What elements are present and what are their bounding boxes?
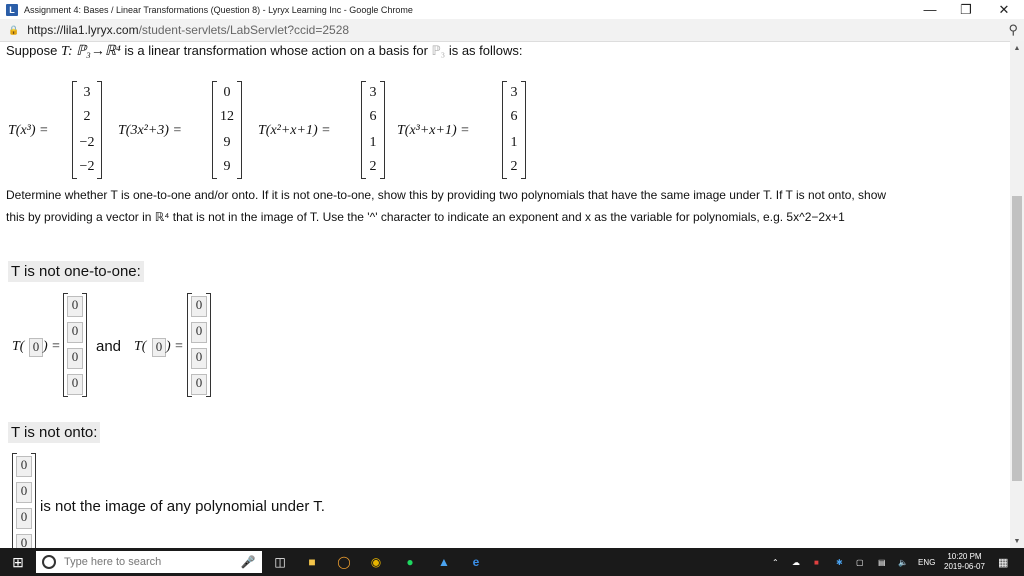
vector-input[interactable]: 0 xyxy=(67,374,83,395)
intro-map: T: ℙ₃→ℝ⁴ xyxy=(60,44,121,59)
chrome-icon[interactable]: ◉ xyxy=(370,555,382,569)
vector-input[interactable]: 0 xyxy=(16,482,32,503)
image-label-1: T(x³) = xyxy=(8,123,49,138)
file-explorer-icon[interactable]: ■ xyxy=(308,555,316,569)
onto-vector xyxy=(12,453,36,548)
lyryx-logo-icon: L xyxy=(6,4,18,16)
instructions-line-2: this by providing a vector in ℝ⁴ that is not in the image of T. Use the '^' character to indicate an exponent and x as the variable for polynomials, e.g. 5x^2−2x+1 xyxy=(6,210,845,224)
page-content xyxy=(0,41,1010,548)
one-to-one-left-label: T( xyxy=(12,339,25,354)
matrix-cell: 2 xyxy=(369,159,377,174)
and-text: and xyxy=(96,338,122,355)
image-matrix-1 xyxy=(72,81,102,179)
matrix-cell: 6 xyxy=(510,109,518,124)
image-matrix-2 xyxy=(212,81,242,179)
tray-app-icon[interactable]: ■ xyxy=(814,557,819,567)
matrix-cell: 3 xyxy=(510,85,518,100)
vector-input[interactable]: 0 xyxy=(191,322,207,343)
vector-input[interactable]: 0 xyxy=(16,508,32,529)
tray-box-icon[interactable]: ▢ xyxy=(856,557,864,567)
search-icon[interactable]: ⚲ xyxy=(1008,22,1018,37)
intro-text-b: is a linear transformation whose action on a basis for xyxy=(124,43,428,58)
onto-suffix: is not the image of any polynomial under T. xyxy=(40,498,325,515)
edge-icon[interactable]: e xyxy=(472,555,480,569)
microphone-icon[interactable]: 🎤 xyxy=(240,555,256,569)
address-bar[interactable] xyxy=(0,19,1024,42)
close-button[interactable]: ✕ xyxy=(998,1,1010,17)
polynomial-input-1[interactable]: 0 xyxy=(29,338,43,357)
one-to-one-right-label: T( xyxy=(134,339,147,354)
url-host: https://lila1.lyryx.com xyxy=(27,23,139,37)
matrix-cell: 3 xyxy=(369,85,377,100)
matrix-cell: −2 xyxy=(79,159,95,174)
image-matrix-3 xyxy=(361,81,385,179)
scroll-thumb[interactable] xyxy=(1012,196,1022,481)
task-view-icon[interactable]: ◫ xyxy=(274,555,286,569)
vector-input[interactable]: 0 xyxy=(67,322,83,343)
matrix-cell: 2 xyxy=(510,159,518,174)
chat-app-icon[interactable]: ◯ xyxy=(337,555,351,569)
lock-icon: 🔒 xyxy=(8,24,20,35)
taskbar xyxy=(0,548,1024,576)
intro-text-a: Suppose xyxy=(6,43,58,58)
image-label-4: T(x³+x+1) = xyxy=(397,123,470,138)
one-to-one-heading: T is not one-to-one: xyxy=(8,261,144,282)
scroll-down-arrow-icon[interactable]: ▼ xyxy=(1013,537,1021,545)
window-title: Assignment 4: Bases / Linear Transformations (Question 8) - Lyryx Learning Inc - Google Chrome xyxy=(24,4,413,15)
matrix-cell: 1 xyxy=(510,135,518,150)
matrix-cell: 3 xyxy=(83,85,91,100)
intro-text-c: is as follows: xyxy=(448,43,523,58)
vector-input[interactable]: 0 xyxy=(67,348,83,369)
vector-input[interactable]: 0 xyxy=(67,296,83,317)
vector-input[interactable]: 0 xyxy=(16,456,32,477)
clock[interactable] xyxy=(944,548,985,576)
vector-input[interactable]: 0 xyxy=(191,348,207,369)
taskbar-search[interactable] xyxy=(36,551,262,573)
clock-time: 10:20 PM xyxy=(947,552,982,561)
problem-intro xyxy=(6,43,523,60)
volume-icon[interactable]: 🔈 xyxy=(898,557,908,567)
spotify-icon[interactable]: ● xyxy=(406,555,414,569)
cortana-icon xyxy=(42,555,56,569)
vector-input[interactable]: 0 xyxy=(16,534,32,548)
clock-date: 2019-06-07 xyxy=(944,562,985,571)
matrix-cell: 2 xyxy=(83,109,91,124)
left-image-vector xyxy=(63,293,87,397)
notifications-icon[interactable]: ▦ xyxy=(998,556,1009,569)
show-hidden-icons-icon[interactable]: ⌃ xyxy=(772,557,779,567)
language-indicator[interactable]: ENG xyxy=(918,557,936,567)
polynomial-input-2[interactable]: 0 xyxy=(152,338,166,357)
matrix-cell: −2 xyxy=(79,135,95,150)
matrix-cell: 0 xyxy=(223,85,231,100)
minimize-button[interactable]: — xyxy=(923,2,937,17)
image-label-2: T(3x²+3) = xyxy=(118,123,182,138)
scroll-up-arrow-icon[interactable]: ▲ xyxy=(1013,44,1021,52)
bluetooth-icon[interactable]: ✱ xyxy=(836,557,843,567)
instructions-line-1: Determine whether T is one-to-one and/or onto. If it is not one-to-one, show this by providing two polynomials that have the same image under T. If T is not onto, show xyxy=(6,188,887,202)
matrix-cell: 9 xyxy=(223,135,231,150)
network-icon[interactable]: ▤ xyxy=(878,557,886,567)
matrix-cell: 1 xyxy=(369,135,377,150)
search-placeholder: Type here to search xyxy=(64,556,162,568)
one-to-one-left-equals: ) = xyxy=(43,339,61,354)
app-icon[interactable]: ▲ xyxy=(438,555,450,569)
matrix-cell: 12 xyxy=(220,109,234,124)
onto-heading: T is not onto: xyxy=(8,422,100,443)
image-label-3: T(x²+x+1) = xyxy=(258,123,331,138)
url-path: /student-servlets/LabServlet?ccid=2528 xyxy=(138,23,350,37)
matrix-cell: 9 xyxy=(223,159,231,174)
intro-space: ℙ₃ xyxy=(431,43,446,58)
vector-input[interactable]: 0 xyxy=(191,296,207,317)
restore-button[interactable]: ❐ xyxy=(960,1,972,17)
vertical-scrollbar[interactable] xyxy=(1010,41,1024,548)
one-to-one-right-equals: ) = xyxy=(166,339,184,354)
vector-input[interactable]: 0 xyxy=(191,374,207,395)
cloud-icon[interactable]: ☁ xyxy=(792,557,800,567)
right-image-vector xyxy=(187,293,211,397)
matrix-cell: 6 xyxy=(369,109,377,124)
window-titlebar xyxy=(0,0,1024,19)
windows-start-icon[interactable]: ⊞ xyxy=(12,553,24,570)
image-matrix-4 xyxy=(502,81,526,179)
